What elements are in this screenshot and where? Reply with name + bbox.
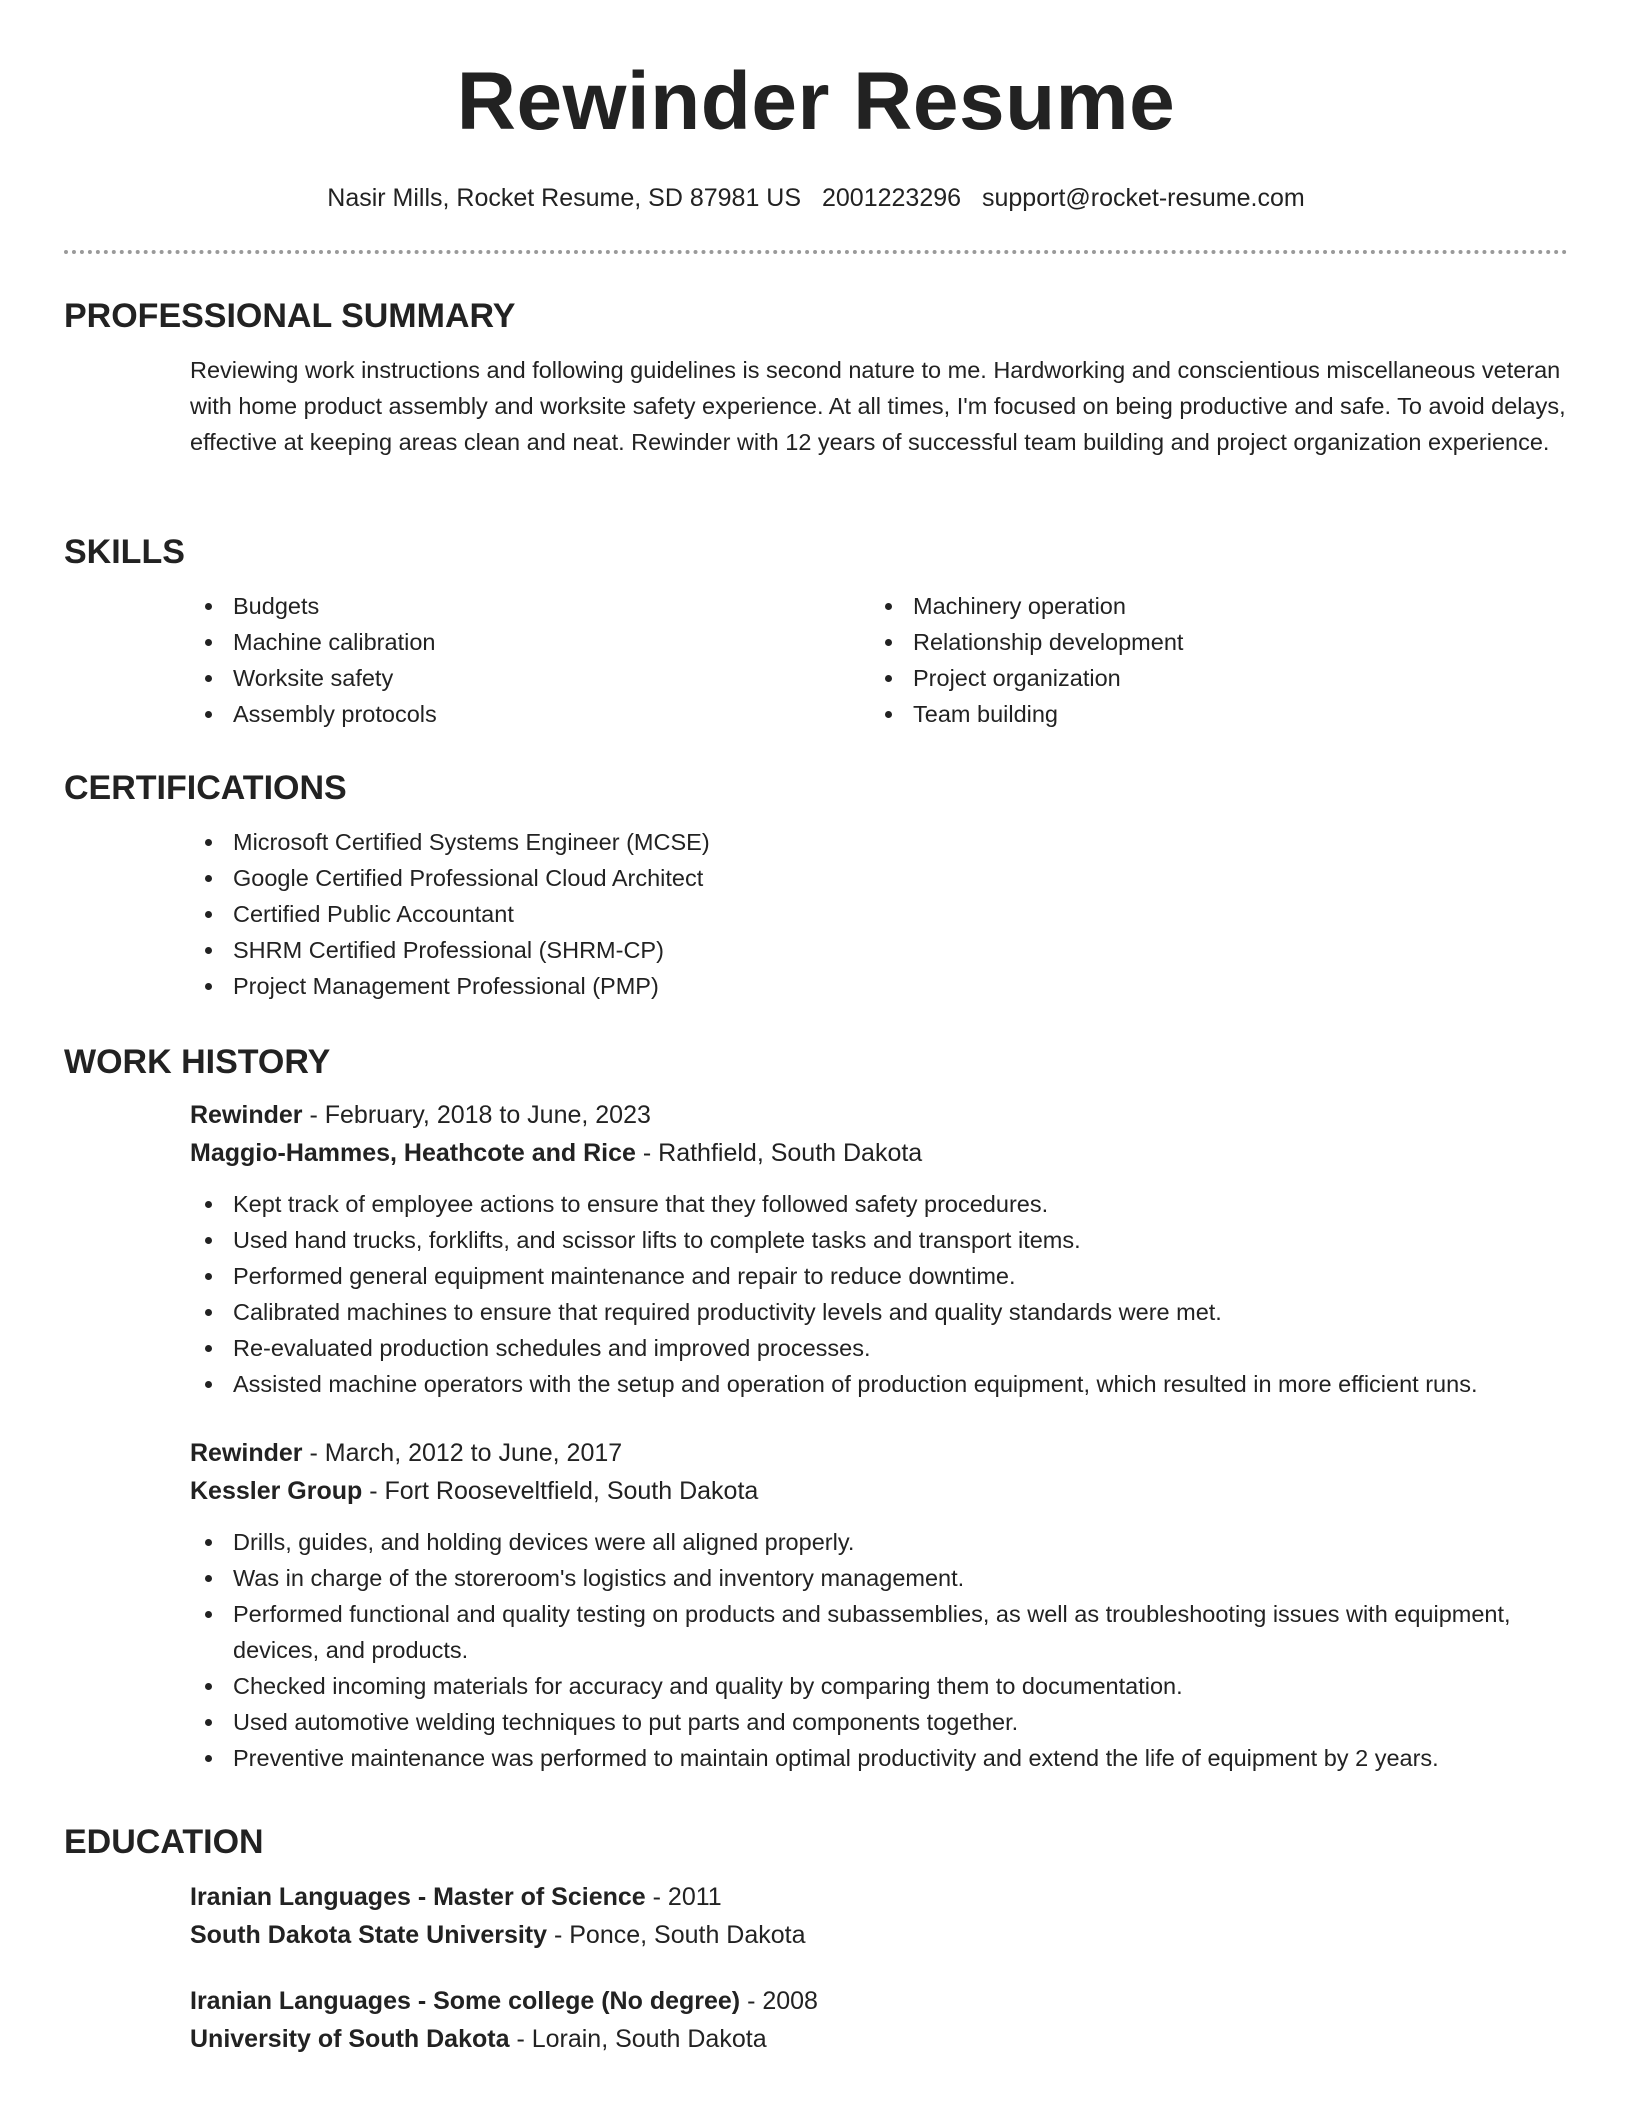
skill-item: Project organization (870, 660, 1550, 696)
certification-item: Certified Public Accountant (190, 896, 1568, 932)
resume-title: Rewinder Resume (456, 56, 1176, 147)
contact-phone: 2001223296 (822, 184, 962, 212)
job-bullet: Calibrated machines to ensure that required productivity levels and quality standards were met. (190, 1294, 1568, 1330)
certifications-body (190, 824, 1568, 1004)
skill-item: Assembly protocols (190, 696, 870, 732)
job-bullet: Used hand trucks, forklifts, and scissor lifts to complete tasks and transport items. (190, 1222, 1568, 1258)
job-bullets (190, 1524, 1568, 1776)
education-school: South Dakota State University (190, 1921, 548, 1949)
job-bullet: Preventive maintenance was performed to maintain optimal productivity and extend the life of equipment by 2 years. (190, 1740, 1568, 1776)
skill-item: Machinery operation (870, 588, 1550, 624)
education-degree-line (190, 1982, 1568, 2020)
job-bullet: Was in charge of the storeroom's logistics and inventory management. (190, 1560, 1568, 1596)
job-location: - Rathfield, South Dakota (635, 1139, 923, 1167)
education-location: - Ponce, South Dakota (547, 1921, 806, 1949)
education-degree: Iranian Languages - Master of Science (190, 1883, 646, 1911)
job-dates: - February, 2018 to June, 2023 (302, 1101, 651, 1129)
certifications-section (64, 768, 1568, 1004)
skill-item: Worksite safety (190, 660, 870, 696)
certification-item: Microsoft Certified Systems Engineer (MCSE) (190, 824, 1568, 860)
job-title-line (190, 1096, 1568, 1134)
skill-item: Budgets (190, 588, 870, 624)
job-bullet: Performed general equipment maintenance and repair to reduce downtime. (190, 1258, 1568, 1294)
skills-body (190, 588, 1568, 732)
job-bullet: Re-evaluated production schedules and improved processes. (190, 1330, 1568, 1366)
education-degree: Iranian Languages - Some college (No degree) (190, 1987, 741, 2015)
summary-heading: PROFESSIONAL SUMMARY (64, 297, 516, 335)
job-bullet: Kept track of employee actions to ensure that they followed safety procedures. (190, 1186, 1568, 1222)
summary-body (190, 352, 1568, 460)
job-company-line (190, 1134, 1568, 1172)
education-school-line (190, 2020, 1568, 2058)
contact-email: support@rocket-resume.com (982, 184, 1305, 212)
certifications-list (190, 824, 1568, 1004)
contact-address: Nasir Mills, Rocket Resume, SD 87981 US (327, 184, 802, 212)
contact-line (0, 182, 1632, 214)
skills-list-left (190, 588, 870, 732)
job-bullet: Assisted machine operators with the setup and operation of production equipment, which resulted in more efficient runs. (190, 1366, 1568, 1402)
job-title: Rewinder (190, 1439, 303, 1467)
skills-heading: SKILLS (64, 533, 185, 571)
job-location: - Fort Rooseveltfield, South Dakota (362, 1477, 759, 1505)
job-bullets (190, 1186, 1568, 1402)
education-location: - Lorain, South Dakota (509, 2025, 767, 2053)
work-heading: WORK HISTORY (64, 1043, 331, 1081)
education-year: - 2008 (740, 1987, 818, 2015)
job-bullet: Used automotive welding techniques to put parts and components together. (190, 1704, 1568, 1740)
certification-item: SHRM Certified Professional (SHRM-CP) (190, 932, 1568, 968)
skill-item: Team building (870, 696, 1550, 732)
certifications-heading: CERTIFICATIONS (64, 769, 347, 807)
work-body (190, 1096, 1568, 1776)
education-body (190, 1878, 1568, 2058)
skill-item: Relationship development (870, 624, 1550, 660)
education-school-line (190, 1916, 1568, 1954)
job-title: Rewinder (190, 1101, 303, 1129)
job-company: Maggio-Hammes, Heathcote and Rice (190, 1139, 636, 1167)
skills-list-right (870, 588, 1550, 732)
education-section (64, 1822, 1568, 2058)
education-degree-line (190, 1878, 1568, 1916)
job-company-line (190, 1472, 1568, 1510)
job-company: Kessler Group (190, 1477, 363, 1505)
job-entry (190, 1434, 1568, 1776)
education-year: - 2011 (645, 1883, 722, 1911)
skill-item: Machine calibration (190, 624, 870, 660)
certification-item: Project Management Professional (PMP) (190, 968, 1568, 1004)
education-heading: EDUCATION (64, 1823, 264, 1861)
summary-section (64, 296, 1568, 460)
certification-item: Google Certified Professional Cloud Architect (190, 860, 1568, 896)
job-title-line (190, 1434, 1568, 1472)
education-school: University of South Dakota (190, 2025, 510, 2053)
summary-text: Reviewing work instructions and following guidelines is second nature to me. Hardworking and conscientious miscellaneous veteran with home product assembly and worksite safety experience. At all times, I'm focused on being productive and safe. To avoid delays, effective at keeping areas clean and neat. Rewinder with 12 years of successful team building and project organization experience. (190, 357, 1566, 455)
job-bullet: Checked incoming materials for accuracy and quality by comparing them to documentation. (190, 1668, 1568, 1704)
skills-section (64, 532, 1568, 732)
education-entry (190, 1982, 1568, 2058)
job-bullet: Performed functional and quality testing on products and subassemblies, as well as troubleshooting issues with equipment, devices, and products. (190, 1596, 1568, 1668)
header-divider (64, 250, 1568, 254)
work-section (64, 1042, 1568, 1776)
job-bullet: Drills, guides, and holding devices were all aligned properly. (190, 1524, 1568, 1560)
job-dates: - March, 2012 to June, 2017 (302, 1439, 623, 1467)
education-entry (190, 1878, 1568, 1954)
job-entry (190, 1096, 1568, 1402)
